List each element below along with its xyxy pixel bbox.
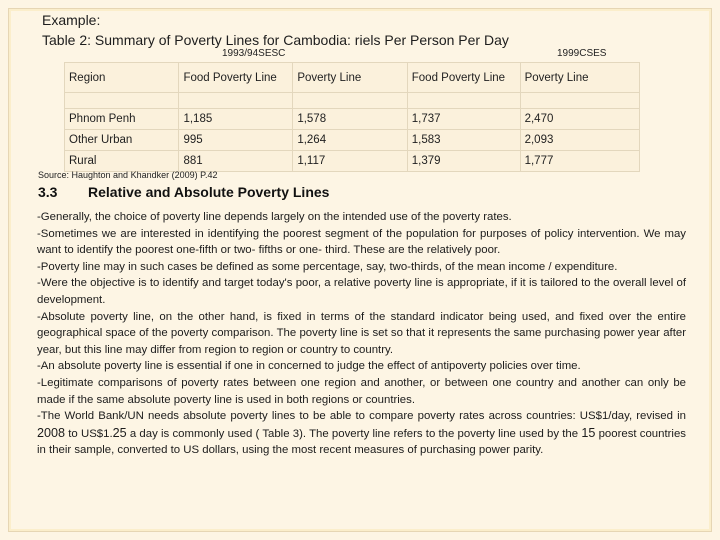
poverty-lines-table	[64, 62, 640, 172]
table-cell: 1,185	[179, 109, 293, 130]
paragraph-part: a day is commonly used ( Table 3). The poverty line refers to the poverty line used by the	[126, 427, 582, 440]
section-heading	[38, 184, 329, 200]
table-row	[65, 109, 640, 130]
paragraph: -Sometimes we are interested in identifying the poorest segment of the population for purposes of policy intervention. We may want to identify the poorest one-fifth or two- fifths or one- third. These are the relatively poor.	[37, 227, 686, 257]
paragraph: -Legitimate comparisons of poverty rates between one region and another, or between one country and another can only be made if the same absolute poverty line is used in both regions or countries.	[37, 376, 686, 406]
dollar-cents-value: 25	[112, 425, 127, 440]
table-header-cell: Poverty Line	[520, 63, 639, 93]
body-text	[37, 209, 686, 459]
country-count-value: 15	[581, 425, 596, 440]
heading-example: Example:	[42, 12, 101, 28]
table-source-note: Source: Haughton and Khandker (2009) P.42	[38, 170, 218, 180]
table-cell: 2,093	[520, 130, 639, 151]
paragraph-world-bank	[37, 408, 686, 459]
table-header-cell: Food Poverty Line	[407, 63, 520, 93]
year-value: 2008	[37, 425, 66, 440]
table-cell: Other Urban	[65, 130, 179, 151]
table-row	[65, 151, 640, 172]
table-cell: 1,264	[293, 130, 407, 151]
table-cell: 1,578	[293, 109, 407, 130]
paragraph-part: -The World Bank/UN needs absolute poverty lines to be able to compare poverty rates across countries: US$1/day, revised in	[37, 410, 686, 423]
table-spacer-row	[65, 93, 640, 109]
table-cell: 1,777	[520, 151, 639, 172]
table-cell: 1,737	[407, 109, 520, 130]
paragraph: -Absolute poverty line, on the other hand, is fixed in terms of the standard indicator being used, and fixed over the entire geographical space of the poverty comparison. The poverty line is set so that it represents the same purchasing power year after year, but this line may differ from region to region or country to country.	[37, 310, 686, 356]
table-cell: 1,117	[293, 151, 407, 172]
table-cell: 2,470	[520, 109, 639, 130]
paragraph: -Poverty line may in such cases be defined as some percentage, say, two-thirds, of the mean income / expenditure.	[37, 260, 618, 273]
table-cell: Rural	[65, 151, 179, 172]
table-header-cell: Poverty Line	[293, 63, 407, 93]
survey-label-1999: 1999CSES	[557, 48, 607, 59]
table-row	[65, 130, 640, 151]
table-cell: 1,379	[407, 151, 520, 172]
slide-heading	[42, 10, 509, 50]
table-header-cell: Region	[65, 63, 179, 93]
paragraph-part: poorest countries in their sample, converted to US dollars, using the most recent measures of purchasing power parity.	[37, 427, 686, 457]
table-cell: Phnom Penh	[65, 109, 179, 130]
survey-label-1993: 1993/94SESC	[222, 48, 286, 59]
section-number: 3.3	[38, 184, 58, 200]
table-header-cell: Food Poverty Line	[179, 63, 293, 93]
section-title: Relative and Absolute Poverty Lines	[88, 184, 330, 200]
table-header-row	[65, 63, 640, 93]
paragraph: -Were the objective is to identify and target today's poor, a relative poverty line is appropriate, if it is tailored to the overall level of development.	[37, 277, 686, 306]
heading-table-title: Table 2: Summary of Poverty Lines for Cambodia: riels Per Person Per Day	[42, 32, 509, 48]
paragraph: -An absolute poverty line is essential if one in concerned to judge the effect of antipoverty policies over time.	[37, 360, 581, 373]
table-cell: 881	[179, 151, 293, 172]
paragraph: -Generally, the choice of poverty line depends largely on the intended use of the poverty rates.	[37, 211, 512, 223]
table-cell: 1,583	[407, 130, 520, 151]
paragraph-part: to US$1.	[65, 427, 113, 440]
table-cell: 995	[179, 130, 293, 151]
